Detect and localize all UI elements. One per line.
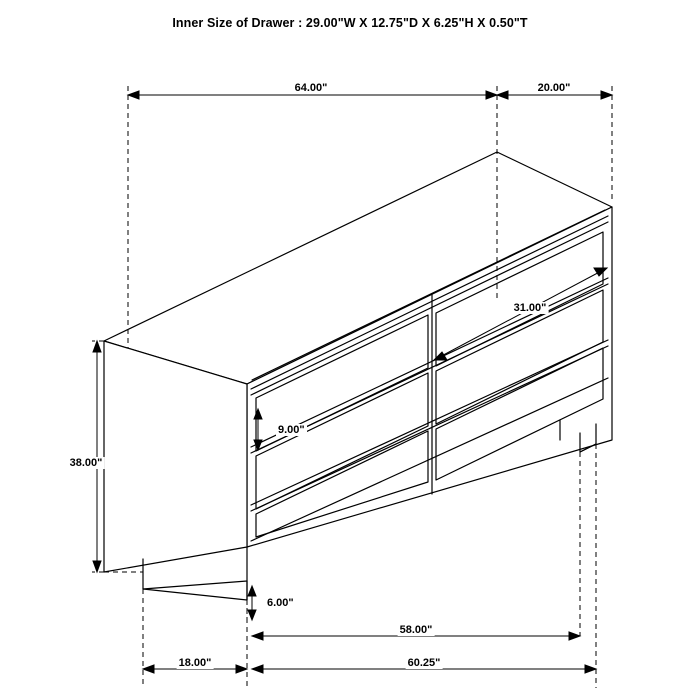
page-title: Inner Size of Drawer : 29.00"W X 12.75"D X 6.25"H X 0.50"T: [172, 16, 528, 30]
dim-label-side-depth: 18.00": [178, 657, 212, 669]
dim-label-drawer-height: 9.00": [278, 424, 305, 436]
dim-label-top-width: 64.00": [294, 82, 328, 94]
dim-label-case-width: 60.25": [407, 657, 441, 669]
dim-label-base-clearance: 6.00": [267, 597, 294, 609]
dim-label-base-width: 58.00": [399, 624, 433, 636]
dim-base-clearance: [248, 586, 256, 620]
dim-label-drawer-interior: 31.00": [513, 302, 547, 314]
dim-label-overall-height: 38.00": [69, 457, 103, 469]
dim-label-top-depth: 20.00": [537, 82, 571, 94]
